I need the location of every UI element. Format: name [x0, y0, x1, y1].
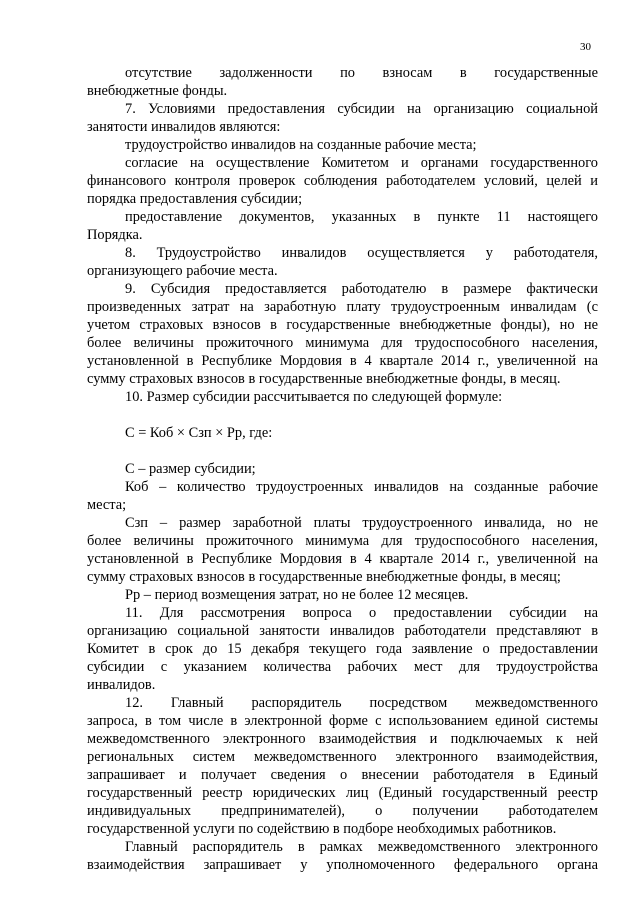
paragraph [87, 514, 598, 586]
paragraph [87, 154, 598, 208]
text-line: 12. Главный распорядитель посредством межведомственного [125, 695, 598, 711]
text-line: Главный распорядитель в рамках межведомственного электронного [125, 839, 598, 855]
text-line: трудоустройство инвалидов на созданные рабочие места; [125, 137, 477, 153]
text-line: сумму страховых взносов в государственные внебюджетные фонды, в месяц; [87, 569, 561, 585]
paragraph [87, 388, 598, 406]
text-line: Коб – количество трудоустроенных инвалидов на созданные рабочие [125, 479, 598, 495]
text-line: более величины прожиточного минимума для трудоспособного населения, [87, 335, 598, 351]
text-line: межведомственного электронного взаимодействия и подключаемых к ней [87, 731, 598, 747]
paragraph [87, 280, 598, 388]
text-line: 8. Трудоустройство инвалидов осуществляется у работодателя, [125, 245, 598, 261]
paragraph [87, 244, 598, 280]
page-number: 30 [580, 41, 591, 53]
text-line: согласие на осуществление Комитетом и органами государственного [125, 155, 598, 171]
text-line: отсутствие задолженности по взносам в государственные [125, 65, 598, 81]
text-line: Рр – период возмещения затрат, но не более 12 месяцев. [125, 587, 469, 603]
text-line: организующего рабочие места. [87, 263, 278, 279]
text-line: Порядка. [87, 227, 143, 243]
paragraph [87, 424, 598, 442]
text-line: 11. Для рассмотрения вопроса о предоставлении субсидии на [125, 605, 598, 621]
paragraph [87, 604, 598, 694]
paragraph [87, 694, 598, 838]
text-line: внебюджетные фонды. [87, 83, 228, 99]
paragraph [87, 136, 598, 154]
text-line: предоставление документов, указанных в пункте 11 настоящего [125, 209, 598, 225]
text-line: запрашивает и получает сведения о внесении работодателя в Единый [87, 767, 598, 783]
paragraph [87, 64, 598, 100]
text-line: запроса, в том числе в электронной форме с использованием единой системы [87, 713, 598, 729]
text-line: занятости инвалидов являются: [87, 119, 281, 135]
text-line: индивидуальных предпринимателей), о получении работодателем [87, 803, 598, 819]
text-line: финансового контроля проверок соблюдения работодателем условий, целей и [87, 173, 598, 189]
text-line: субсидии с указанием количества рабочих мест для трудоустройства [87, 659, 598, 675]
text-line: 9. Субсидия предоставляется работодателю в размере фактически [125, 281, 598, 297]
text-line: Сзп – размер заработной платы трудоустроенного инвалида, но не [125, 515, 598, 531]
text-line: установленной в Республике Мордовия в 4 квартале 2014 г., увеличенной на [87, 551, 598, 567]
text-line: региональных систем межведомственного электронного взаимодействия, [87, 749, 598, 765]
text-line: организацию социальной занятости инвалидов работодатели представляют в [87, 623, 598, 639]
text-line: порядка предоставления субсидии; [87, 191, 303, 207]
blank-line [87, 442, 598, 460]
paragraph [87, 478, 598, 514]
text-line: сумму страховых взносов в государственные внебюджетные фонды, в месяц. [87, 371, 561, 387]
text-line: Комитет в срок до 15 декабря текущего года заявление о предоставлении [87, 641, 598, 657]
text-line: С = Коб × Сзп × Рр, где: [125, 425, 273, 441]
document-body [87, 64, 598, 874]
text-line: учетом страховых взносов в государственные внебюджетные фонды), но не [87, 317, 598, 333]
paragraph [87, 586, 598, 604]
text-line: более величины прожиточного минимума для трудоспособного населения, [87, 533, 598, 549]
text-line: места; [87, 497, 127, 513]
text-line: инвалидов. [87, 677, 156, 693]
text-line: произведенных затрат на заработную плату трудоустроенным инвалидам (с [87, 299, 598, 315]
text-line: С – размер субсидии; [125, 461, 256, 477]
text-line: государственной услуги по содействию в подборе необходимых работников. [87, 821, 557, 837]
paragraph [87, 208, 598, 244]
text-line: 7. Условиями предоставления субсидии на организацию социальной [125, 101, 598, 117]
blank-line [87, 406, 598, 424]
paragraph [87, 460, 598, 478]
text-line: взаимодействия запрашивает у уполномоченного федерального органа [87, 857, 598, 873]
text-line: государственный реестр юридических лиц (Единый государственный реестр [87, 785, 598, 801]
paragraph [87, 838, 598, 874]
text-line: 10. Размер субсидии рассчитывается по следующей формуле: [125, 389, 503, 405]
text-line: установленной в Республике Мордовия в 4 квартале 2014 г., увеличенной на [87, 353, 598, 369]
paragraph [87, 100, 598, 136]
